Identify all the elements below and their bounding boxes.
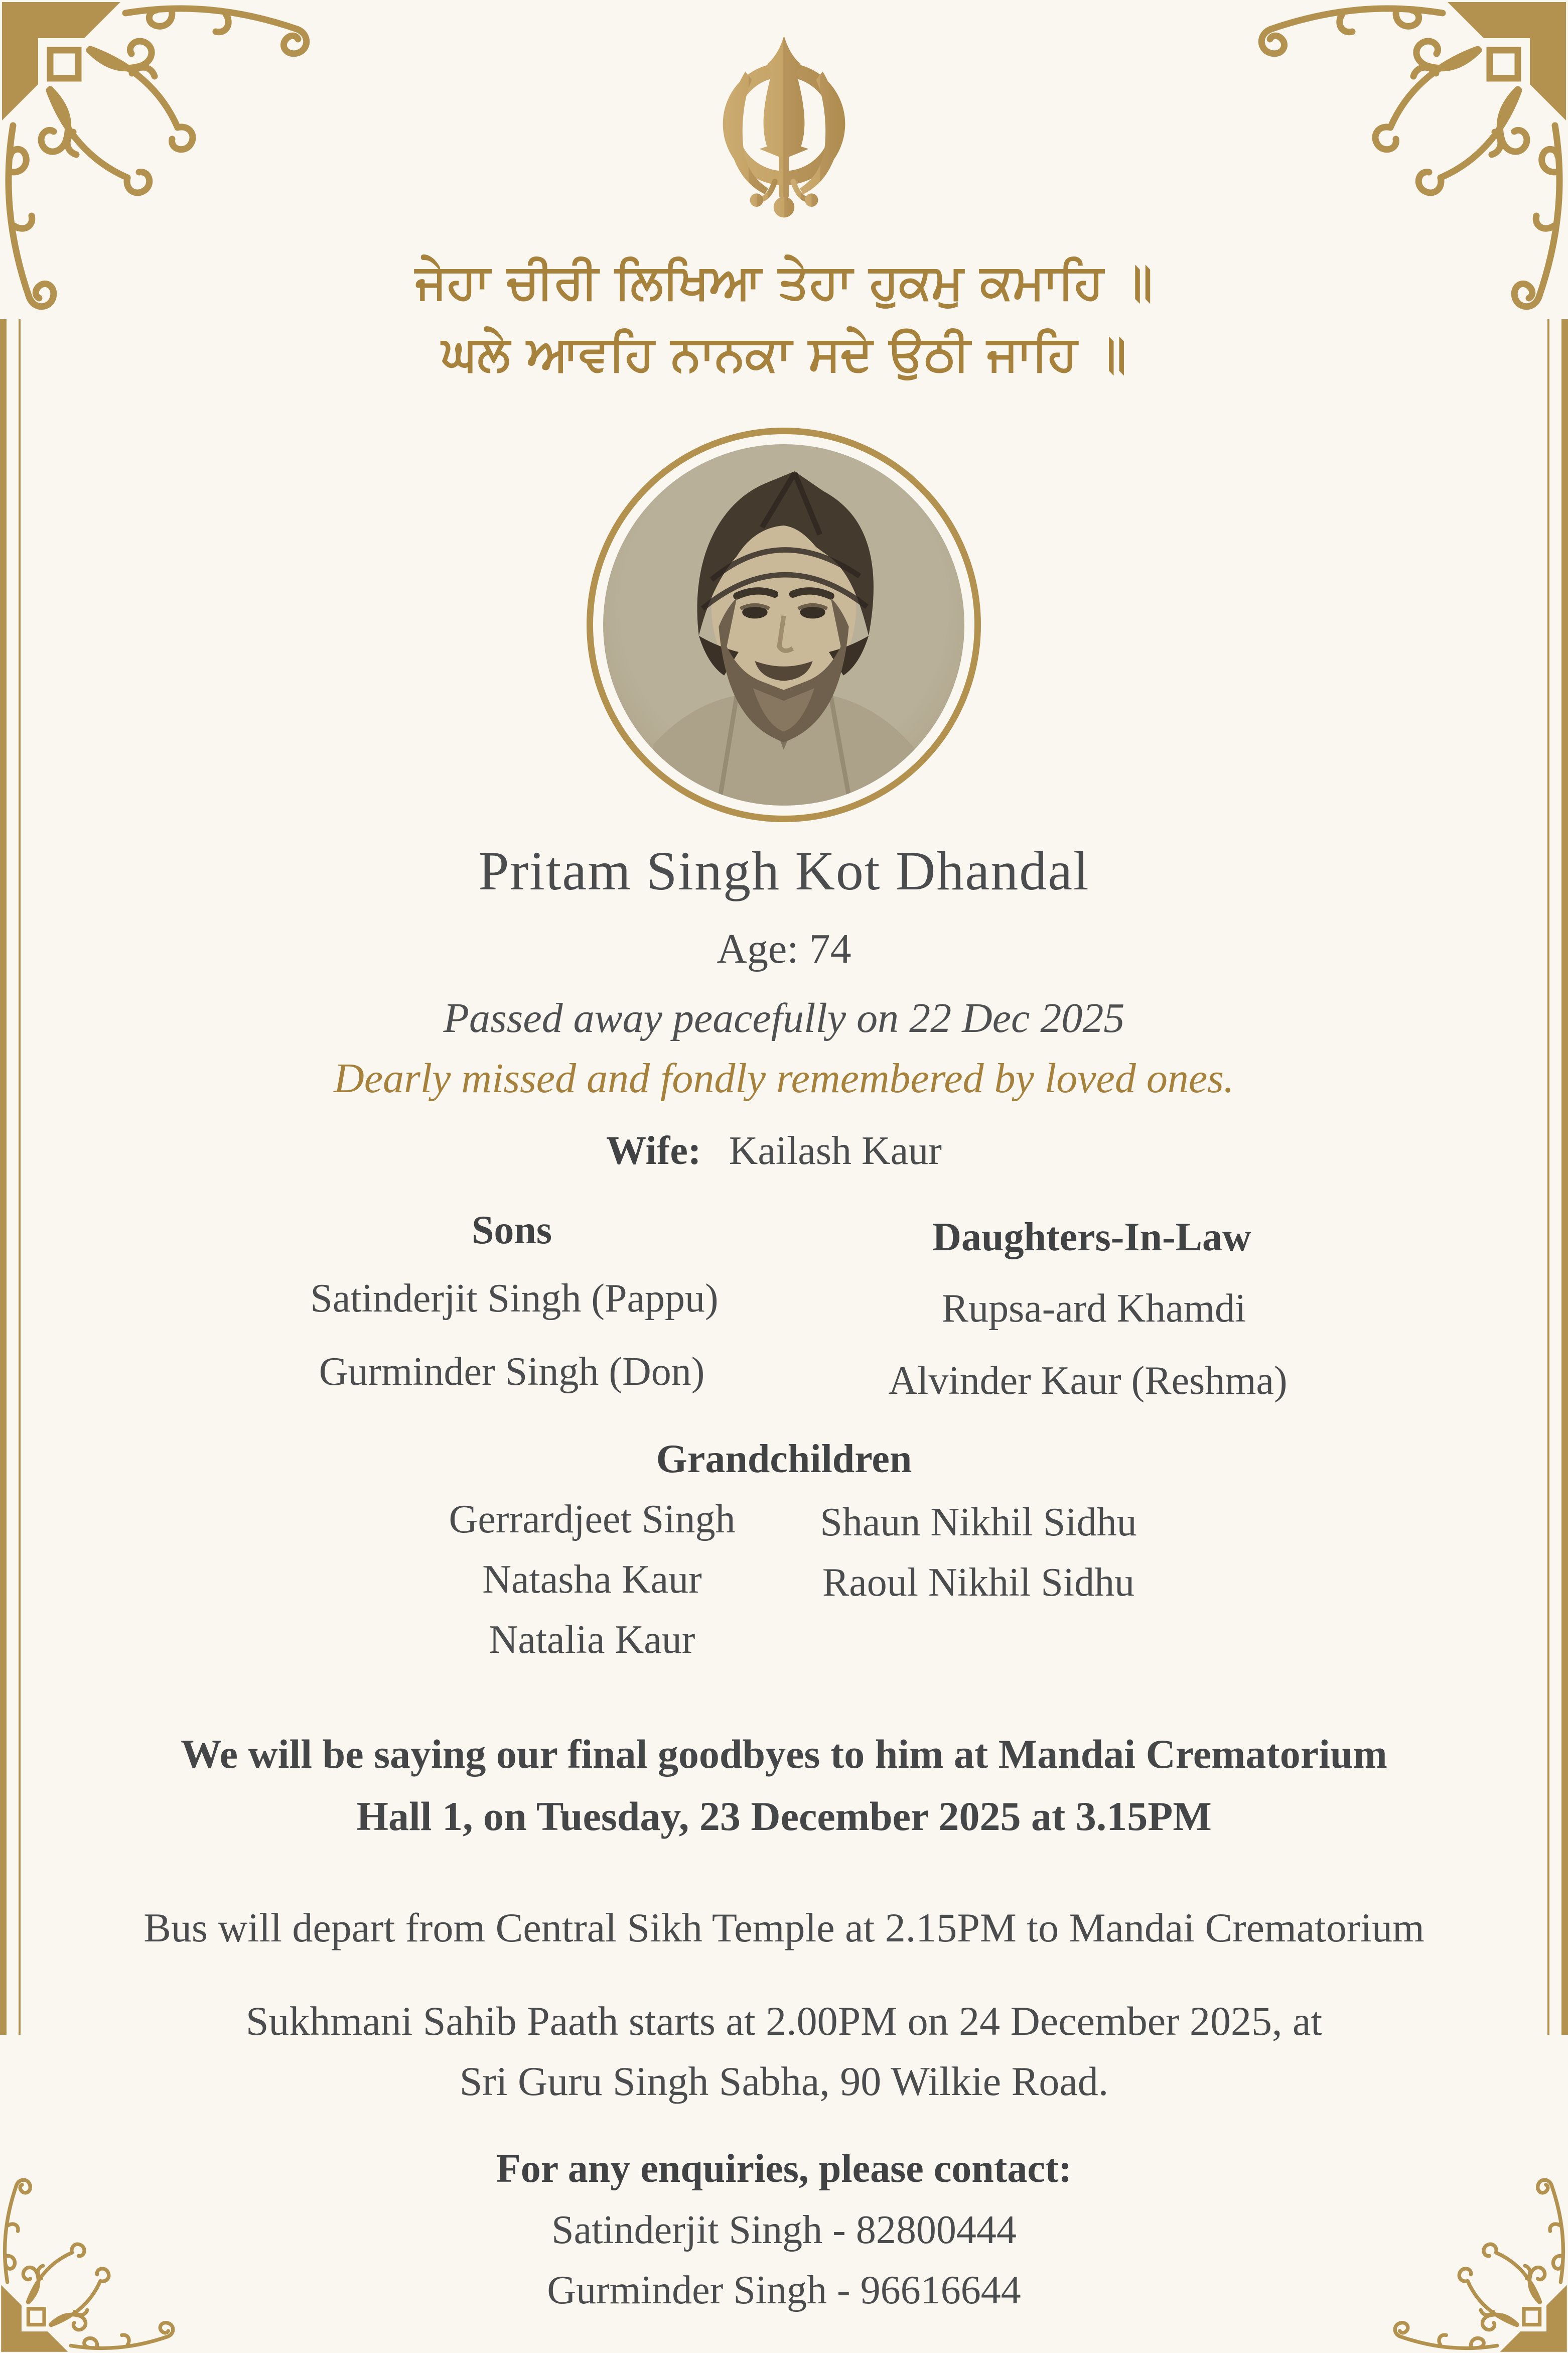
khanda-icon [705, 11, 863, 234]
tribute-line: Dearly missed and fondly remembered by loved ones. [334, 1055, 1234, 1102]
deceased-age: Age: 74 [717, 926, 851, 972]
contact-line: Gurminder Singh - 96616644 [547, 2268, 1021, 2312]
grandchildren-header: Grandchildren [656, 1437, 912, 1481]
portrait-frame [587, 428, 981, 822]
grandchild-name: Raoul Nikhil Sidhu [822, 1560, 1135, 1605]
daughter-in-law-name: Rupsa-ard Khamdi [941, 1286, 1246, 1331]
sons-header: Sons [471, 1208, 552, 1252]
contact-line: Satinderjit Singh - 82800444 [551, 2208, 1017, 2252]
passed-away-line: Passed away peacefully on 22 Dec 2025 [443, 995, 1125, 1041]
deceased-name: Pritam Singh Kot Dhandal [478, 840, 1090, 901]
funeral-announcement-line2: Hall 1, on Tuesday, 23 December 2025 at 3.15PM [356, 1793, 1212, 1839]
wife-row [606, 1128, 942, 1174]
wife-name: Kailash Kaur [729, 1129, 942, 1173]
sons-column [472, 1208, 552, 1253]
portrait-photo [603, 444, 964, 806]
funeral-announcement-line1: We will be saying our final goodbyes to him at Mandai Crematorium [181, 1731, 1387, 1777]
grandchild-name: Natalia Kaur [489, 1618, 695, 1662]
grandchild-name: Shaun Nikhil Sidhu [820, 1500, 1137, 1544]
daughters-in-law-header: Daughters-In-Law [932, 1215, 1251, 1259]
daughters-in-law-column [932, 1215, 1251, 1260]
bus-departure-line: Bus will depart from Central Sikh Temple at 2.15PM to Mandai Crematorium [144, 1905, 1424, 1950]
daughter-in-law-name: Alvinder Kaur (Reshma) [888, 1359, 1288, 1403]
gurmukhi-verse-line2: ਘਲੇ ਆਵਹਿ ਨਾਨਕਾ ਸਦੇ ਉਠੀ ਜਾਹਿ ॥ [441, 325, 1127, 381]
corner-flourish-bottom-right-icon [1392, 2177, 1568, 2353]
son-name: Gurminder Singh (Don) [319, 1350, 705, 1394]
grandchild-name: Gerrardjeet Singh [449, 1497, 736, 1541]
wife-label: Wife: [606, 1129, 701, 1173]
gurmukhi-verse-line1: ਜੇਹਾ ਚੀਰੀ ਲਿਖਿਆ ਤੇਹਾ ਹੁਕਮੁ ਕਮਾਹਿ ॥ [415, 253, 1153, 310]
son-name: Satinderjit Singh (Pappu) [310, 1276, 719, 1321]
paath-announcement-line2: Sri Guru Singh Sabha, 90 Wilkie Road. [459, 2058, 1109, 2104]
grandchild-name: Natasha Kaur [482, 1557, 702, 1602]
corner-flourish-bottom-left-icon [0, 2177, 176, 2353]
enquiries-header: For any enquiries, please contact: [496, 2147, 1072, 2191]
paath-announcement-line1: Sukhmani Sahib Paath starts at 2.00PM on 24 December 2025, at [245, 1998, 1323, 2044]
